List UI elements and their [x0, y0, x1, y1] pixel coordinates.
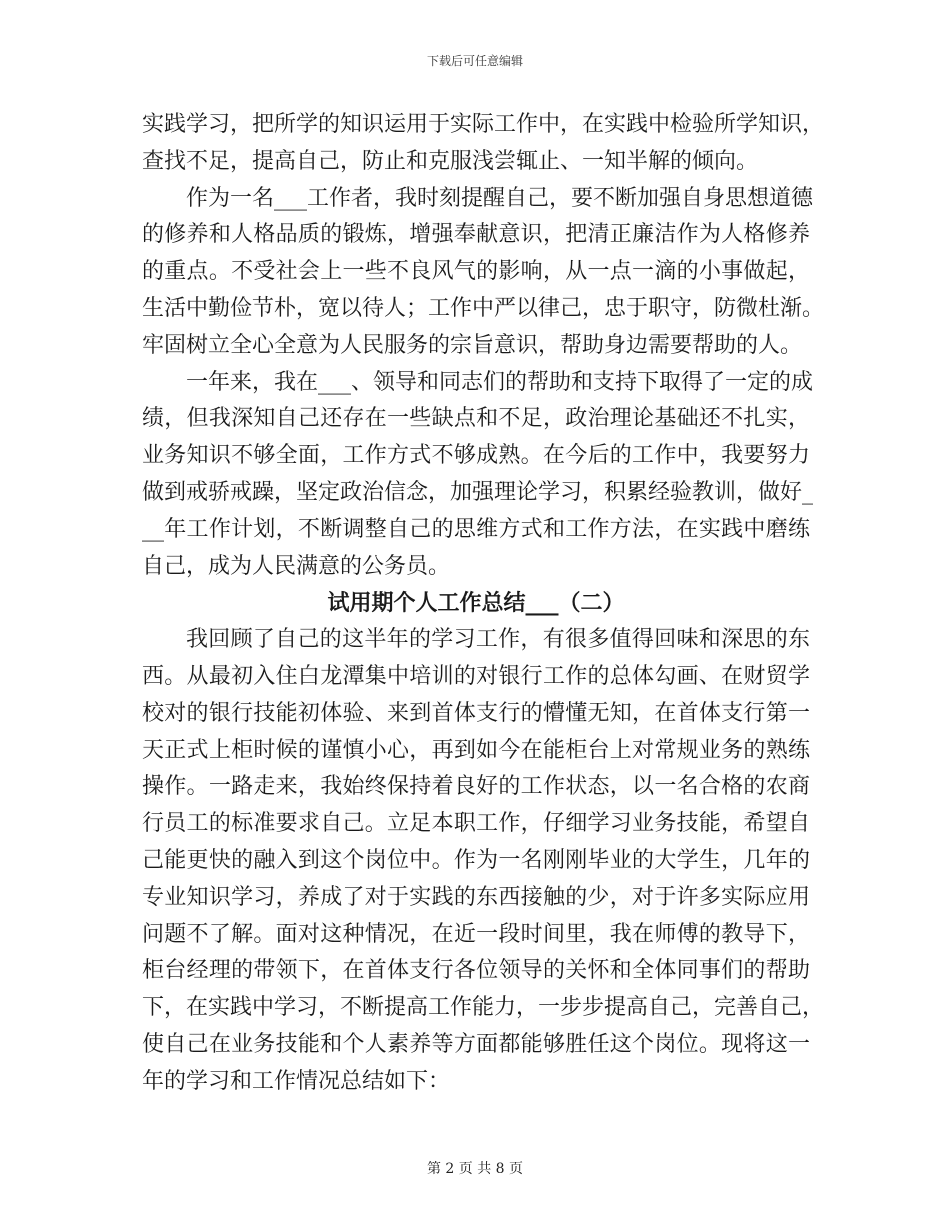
paragraph-line: 下，在实践中学习，不断提高工作能力，一步步提高自己，完善自己， — [142, 995, 825, 1021]
paragraph-line: 查找不足，提高自己，防止和克服浅尝辄止、一知半解的倾向。 — [142, 148, 759, 174]
paragraph-line: __年工作计划，不断调整自己的思维方式和工作方法，在实践中磨练 — [142, 516, 810, 542]
paragraph-line: 行员工的标准要求自己。立足本职工作，仔细学习业务技能，希望自 — [142, 811, 810, 837]
paragraph-line: 我回顾了自己的这半年的学习工作，有很多值得回味和深思的东 — [186, 627, 810, 653]
paragraph-line: 专业知识学习，养成了对于实践的东西接触的少，对于许多实际应用 — [142, 884, 810, 910]
paragraph-line: 的重点。不受社会上一些不良风气的影响，从一点一滴的小事做起， — [142, 259, 810, 285]
paragraph-line: 使自己在业务技能和个人素养等方面都能够胜任这个岗位。现将这一 — [142, 1031, 810, 1057]
header-note: 下载后可任意编辑 — [426, 54, 523, 68]
paragraph-line: 年的学习和工作情况总结如下： — [142, 1068, 451, 1094]
paragraph-line: 绩，但我深知自己还存在一些缺点和不足，政治理论基础还不扎实， — [142, 406, 810, 432]
paragraph-line: 作为一名___工作者，我时刻提醒自己，要不断加强自身思想道德 — [186, 185, 814, 211]
paragraph-line: 校对的银行技能初体验、来到首体支行的懵懂无知，在首体支行第一 — [142, 700, 810, 726]
paragraph-line: 生活中勤俭节朴，宽以待人；工作中严以律己，忠于职守，防微杜渐。 — [142, 295, 825, 321]
paragraph-line: 天正式上柜时候的谨慎小心，再到如今在能柜台上对常规业务的熟练 — [142, 737, 810, 763]
paragraph-line: 柜台经理的带领下，在首体支行各位领导的关怀和全体同事们的帮助 — [142, 958, 810, 984]
paragraph-line: 一年来，我在___、领导和同志们的帮助和支持下取得了一定的成 — [186, 369, 814, 395]
paragraph-line: 西。从最初入住白龙潭集中培训的对银行工作的总体勾画、在财贸学 — [142, 663, 810, 689]
page-number: 第 2 页 共 8 页 — [426, 1161, 524, 1177]
paragraph-line: 牢固树立全心全意为人民服务的宗旨意识，帮助身边需要帮助的人。 — [142, 332, 803, 358]
paragraph-line: 问题不了解。面对这种情况，在近一段时间里，我在师傅的教导下， — [142, 921, 810, 947]
paragraph-line: 操作。一路走来，我始终保持着良好的工作状态，以一名合格的农商 — [142, 774, 810, 800]
section-title: 试用期个人工作总结___（二） — [327, 590, 625, 617]
paragraph-line: 自己，成为人民满意的公务员。 — [142, 553, 451, 579]
paragraph-line: 实践学习，把所学的知识运用于实际工作中，在实践中检验所学知识， — [142, 112, 825, 137]
paragraph-line: 做到戒骄戒躁，坚定政治信念，加强理论学习，积累经验教训，做好_ — [142, 479, 814, 505]
paragraph-line: 己能更快的融入到这个岗位中。作为一名刚刚毕业的大学生，几年的 — [142, 847, 810, 873]
document-body — [142, 107, 825, 1101]
paragraph-line: 的修养和人格品质的锻炼，增强奉献意识，把清正廉洁作为人格修养 — [142, 222, 810, 248]
paragraph-line: 业务知识不够全面，工作方式不够成熟。在今后的工作中，我要努力 — [142, 443, 810, 469]
